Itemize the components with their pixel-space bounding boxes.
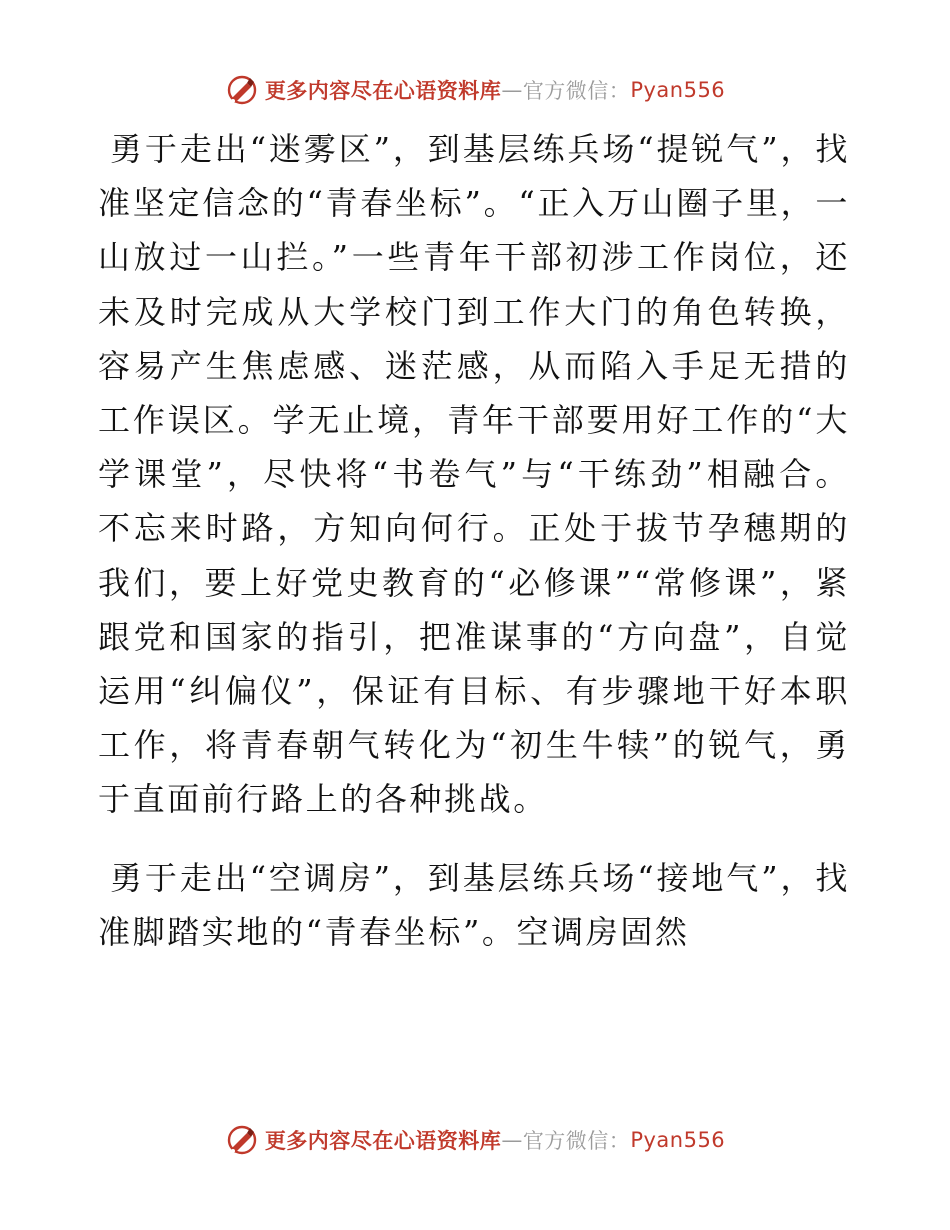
paragraph-2: 勇于走出“空调房”，到基层练兵场“接地气”，找准脚踏实地的“青春坐标”。空调房固然 <box>98 858 850 951</box>
footer-banner-sep: — <box>501 1128 523 1152</box>
header-banner <box>0 70 950 110</box>
pen-logo-icon <box>225 73 259 107</box>
header-banner-id: Pyan556 <box>630 78 726 102</box>
header-banner-wechat: 官方微信： <box>522 79 631 103</box>
footer-banner-main: 更多内容尽在心语资料库 <box>264 1129 502 1153</box>
footer-banner-id: Pyan556 <box>630 1128 726 1152</box>
document-body <box>98 122 850 959</box>
pen-logo-icon <box>225 1123 259 1157</box>
paragraph-1: 勇于走出“迷雾区”，到基层练兵场“提锐气”，找准坚定信念的“青春坐标”。“正入万山圈子里，一山放过一山拦。”一些青年干部初涉工作岗位，还未及时完成从大学校门到工作大门的角色转换，容易产生焦虑感、迷茫感，从而陷入手足无措的工作误区。学无止境，青年干部要用好工作的“大学课堂”，尽快将“书卷气”与“干练劲”相融合。不忘来时路，方知向何行。正处于拔节孕穗期的我们，要上好党史教育的“必修课”“常修课”，紧跟党和国家的指引，把准谋事的“方向盘”，自觉运用“纠偏仪”，保证有目标、有步骤地干好本职工作，将青春朝气转化为“初生牛犊”的锐气，勇于直面前行路上的各种挑战。 <box>98 130 850 819</box>
header-banner-main: 更多内容尽在心语资料库 <box>264 79 502 103</box>
header-banner-sep: — <box>501 78 523 102</box>
header-banner-text <box>265 75 725 105</box>
footer-banner-text <box>265 1125 725 1155</box>
footer-banner-wechat: 官方微信： <box>522 1129 631 1153</box>
footer-banner <box>0 1120 950 1160</box>
